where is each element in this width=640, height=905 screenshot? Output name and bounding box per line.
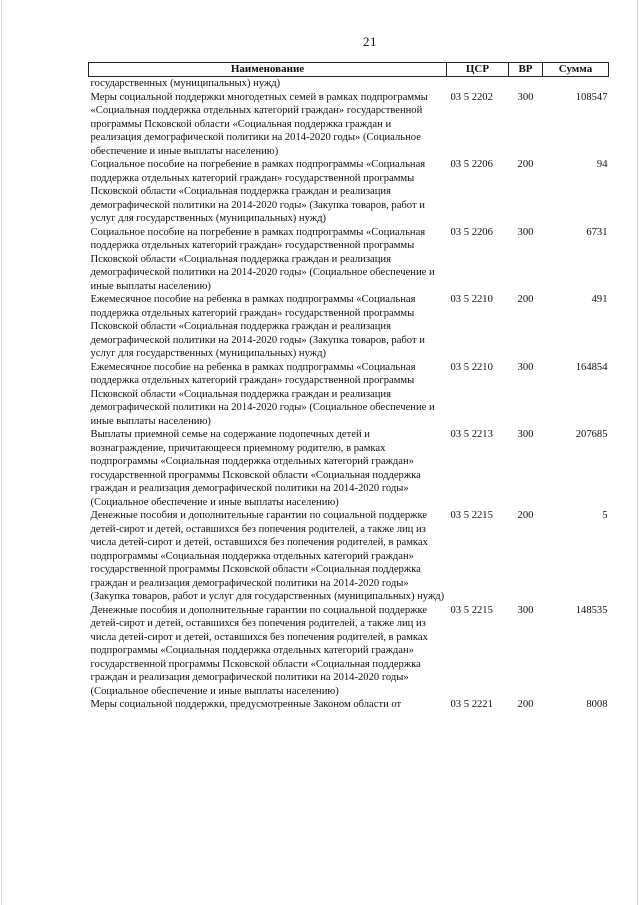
row-name: Социальное пособие на погребение в рамках подпрограммы «Социальная поддержка отдельных категорий граждан» государственной программы Псковской области «Социальная поддержка граждан и реализация демографической политики на 2014-2020 годы» (Закупка товаров, работ и услуг для государственных (муниципальных) нужд) <box>90 159 426 224</box>
row-vr: 300 <box>517 226 534 238</box>
row-sum: 148535 <box>575 604 608 616</box>
header-vr: ВР <box>509 63 543 77</box>
row-csr: 03 5 2210 <box>450 294 493 305</box>
table-row <box>89 698 609 712</box>
table-row <box>89 77 609 91</box>
row-vr: 300 <box>517 604 534 616</box>
header-csr: ЦСР <box>447 63 509 77</box>
row-sum: 6731 <box>586 226 608 238</box>
row-name: Денежные пособия и дополнительные гарантии по социальной поддержке детей-сирот и детей, оставшихся без попечения родителей, а также лиц из числа детей-сирот и детей, оставшихся без попечения родителей, в рамках подпрограммы «Социальная поддержка отдельных категорий граждан» государственной программы Псковской области «Социальная поддержка граждан и реализация демографической политики на 2014-2020 годы» (Социальное обеспечение и иные выплаты населению) <box>90 604 428 697</box>
row-csr: 03 5 2213 <box>450 429 493 440</box>
row-vr: 200 <box>517 159 534 170</box>
row-vr: 200 <box>517 699 534 710</box>
table-row <box>89 361 609 429</box>
row-sum: 207685 <box>575 429 608 440</box>
row-vr: 300 <box>517 429 534 440</box>
row-csr: 03 5 2215 <box>450 604 493 616</box>
page-number: 21 <box>363 34 377 49</box>
row-name: Социальное пособие на погребение в рамках подпрограммы «Социальная поддержка отдельных категорий граждан» государственной программы Псковской области «Социальная поддержка граждан и реализация демографической политики на 2014-2020 годы» (Социальное обеспечение и иные выплаты населению) <box>90 226 435 292</box>
row-csr: 03 5 2202 <box>450 91 493 103</box>
budget-table <box>88 62 609 712</box>
row-csr: 03 5 2210 <box>450 361 493 373</box>
table-row <box>89 428 609 509</box>
row-name: государственных (муниципальных) нужд) <box>90 78 281 89</box>
header-sum: Сумма <box>543 63 609 77</box>
row-name: Денежные пособия и дополнительные гарантии по социальной поддержке детей-сирот и детей, оставшихся без попечения родителей, а также лиц из числа детей-сирот и детей, оставшихся без попечения родителей, в рамках подпрограммы «Социальная поддержка отдельных категорий граждан» государственной программы Псковской области «Социальная поддержка граждан и реализация демографической политики на 2014-2020 годы» (Закупка товаров, работ и услуг для государственных (муниципальных) нужд) <box>90 510 445 602</box>
row-sum: 8008 <box>586 699 608 710</box>
row-name: Ежемесячное пособие на ребенка в рамках подпрограммы «Социальная поддержка отдельных категорий граждан» государственной программы Псковской области «Социальная поддержка граждан и реализация демографической политики на 2014-2020 годы» (Закупка товаров, работ и услуг для государственных (муниципальных) нужд) <box>90 294 425 359</box>
row-vr <box>509 77 543 91</box>
scan-right-edge <box>637 0 638 905</box>
table-row <box>89 91 609 159</box>
row-vr: 300 <box>517 361 534 373</box>
row-csr: 03 5 2215 <box>450 510 493 521</box>
row-sum: 108547 <box>575 91 608 103</box>
header-name: Наименование <box>89 63 447 77</box>
table-row <box>89 226 609 294</box>
table-row <box>89 293 609 361</box>
table-row <box>89 604 609 699</box>
row-csr: 03 5 2206 <box>450 226 493 238</box>
row-name: Меры социальной поддержки многодетных семей в рамках подпрограммы «Социальная поддержка отдельных категорий граждан» государственной программы Псковской области «Социальная поддержка граждан и реализация демографической политики на 2014-2020 годы» (Социальное обеспечение и иные выплаты населению) <box>90 91 428 157</box>
table-row <box>89 158 609 226</box>
table-header-row <box>89 63 609 77</box>
row-sum: 94 <box>596 159 608 170</box>
row-csr: 03 5 2206 <box>450 159 493 170</box>
row-vr: 200 <box>517 510 534 521</box>
row-vr: 200 <box>517 294 534 305</box>
row-sum: 491 <box>591 294 608 305</box>
row-vr: 300 <box>517 91 534 103</box>
row-name: Меры социальной поддержки, предусмотренные Законом области от <box>90 699 402 710</box>
row-name: Выплаты приемной семье на содержание подопечных детей и вознаграждение, причитающееся приемному родителю, в рамках подпрограммы «Социальная поддержка отдельных категорий граждан» государственной программы Псковской области «Социальная поддержка граждан и реализация демографической политики на 2014-2020 годы» (Социальное обеспечение и иные выплаты населению) <box>90 429 421 508</box>
row-sum <box>543 77 609 91</box>
table-row <box>89 509 609 604</box>
row-name: Ежемесячное пособие на ребенка в рамках подпрограммы «Социальная поддержка отдельных категорий граждан» государственной программы Псковской области «Социальная поддержка граждан и реализация демографической политики на 2014-2020 годы» (Социальное обеспечение и иные выплаты населению) <box>90 361 435 427</box>
row-sum: 164854 <box>575 361 608 373</box>
row-csr <box>447 77 509 91</box>
row-sum: 5 <box>602 510 608 521</box>
scan-left-edge <box>1 0 2 905</box>
row-csr: 03 5 2221 <box>450 699 493 710</box>
